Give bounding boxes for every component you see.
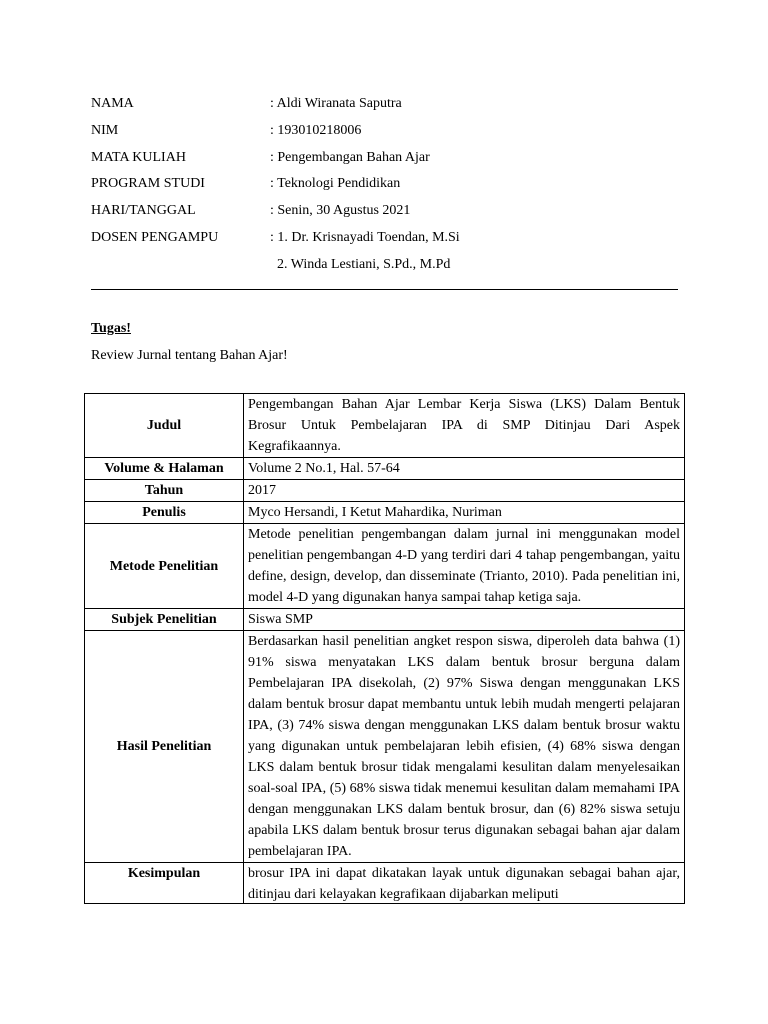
info-row-nim <box>91 118 691 145</box>
info-row-dosen-pengampu <box>91 225 691 252</box>
info-label: HARI/TANGGAL <box>91 203 196 219</box>
info-row-mata-kuliah <box>91 145 691 172</box>
row-label: Penulis <box>85 502 244 524</box>
student-info <box>91 91 691 279</box>
table-row-judul <box>85 394 685 458</box>
info-label: MATA KULIAH <box>91 149 186 165</box>
info-value: : Teknologi Pendidikan <box>270 176 401 192</box>
row-value <box>244 863 685 904</box>
row-label: Metode Penelitian <box>85 524 244 609</box>
info-value: : Pengembangan Bahan Ajar <box>270 149 430 165</box>
row-label: Tahun <box>85 480 244 502</box>
row-value: Pengembangan Bahan Ajar Lembar Kerja Siswa (LKS) Dalam Bentuk Brosur Untuk Pembelajaran IPA di SMP Ditinjau Dari Aspek Kegrafikaannya. <box>244 394 685 458</box>
row-label: Volume & Halaman <box>85 458 244 480</box>
row-label: Kesimpulan <box>85 863 244 904</box>
info-value: : Senin, 30 Agustus 2021 <box>270 203 411 219</box>
table-row-subjek <box>85 609 685 631</box>
info-label: NAMA <box>91 96 134 111</box>
info-value: : Aldi Wiranata Saputra <box>270 96 402 111</box>
row-label: Judul <box>85 394 244 458</box>
row-value: Metode penelitian pengembangan dalam jurnal ini menggunakan model penelitian pengembangan 4-D yang terdiri dari 4 tahap pengembangan, yaitu define, design, develop, dan disseminate (Trianto, 2010). Pada penelitian ini, model 4-D yang digunakan hanya sampai tahap ketiga saja. <box>244 524 685 609</box>
table-row-tahun <box>85 480 685 502</box>
info-label: PROGRAM STUDI <box>91 176 205 192</box>
row-value: Siswa SMP <box>244 609 685 631</box>
journal-review-table <box>84 393 685 904</box>
horizontal-divider <box>91 289 678 290</box>
row-value: Volume 2 No.1, Hal. 57-64 <box>244 458 685 480</box>
table-row-volume <box>85 458 685 480</box>
row-label: Hasil Penelitian <box>85 631 244 863</box>
table-row-penulis <box>85 502 685 524</box>
assignment-heading: Tugas! <box>91 321 131 336</box>
info-row-dosen-pengampu-2 <box>91 252 691 279</box>
info-value: : 1. Dr. Krisnayadi Toendan, M.Si <box>270 229 460 245</box>
info-row-hari-tanggal <box>91 198 691 225</box>
table-row-kesimpulan <box>85 863 685 904</box>
row-label: Subjek Penelitian <box>85 609 244 631</box>
row-value: 2017 <box>244 480 685 502</box>
info-row-program-studi <box>91 171 691 198</box>
info-row-nama <box>91 91 691 118</box>
table-row-hasil <box>85 631 685 863</box>
info-label: DOSEN PENGAMPU <box>91 229 219 245</box>
assignment-instruction: Review Jurnal tentang Bahan Ajar! <box>91 348 288 363</box>
info-value: : 193010218006 <box>270 122 362 138</box>
row-value-text: brosur IPA ini dapat dikatakan layak untuk digunakan sebagai bahan ajar, ditinjau dari kelayakan kegrafikaan dijabarkan meliputi <box>248 866 680 902</box>
table-row-metode <box>85 524 685 609</box>
info-label: NIM <box>91 122 119 138</box>
row-value: Myco Hersandi, I Ketut Mahardika, Nuriman <box>244 502 685 524</box>
info-value: 2. Winda Lestiani, S.Pd., M.Pd <box>270 256 451 272</box>
row-value: Berdasarkan hasil penelitian angket respon siswa, diperoleh data bahwa (1) 91% siswa menyatakan LKS dalam bentuk brosur berguna dalam Pembelajaran IPA disekolah, (2) 97% Siswa dengan menggunakan LKS dalam bentuk brosur dapat membantu untuk lebih mudah mengerti pelajaran IPA, (3) 74% siswa dengan menggunakan LKS dalam bentuk brosur waktu yang digunakan untuk pembelajaran lebih efisien, (4) 68% siswa dengan LKS dalam bentuk brosur tidak mengalami kesulitan dalam menyelesaikan soal-soal IPA, (5) 68% siswa tidak menemui kesulitan dalam memahami IPA dengan menggunakan LKS dalam bentuk brosur, dan (6) 82% siswa setuju apabila LKS dalam bentuk brosur terus digunakan sebagai bahan ajar dalam pembelajaran IPA. <box>244 631 685 863</box>
